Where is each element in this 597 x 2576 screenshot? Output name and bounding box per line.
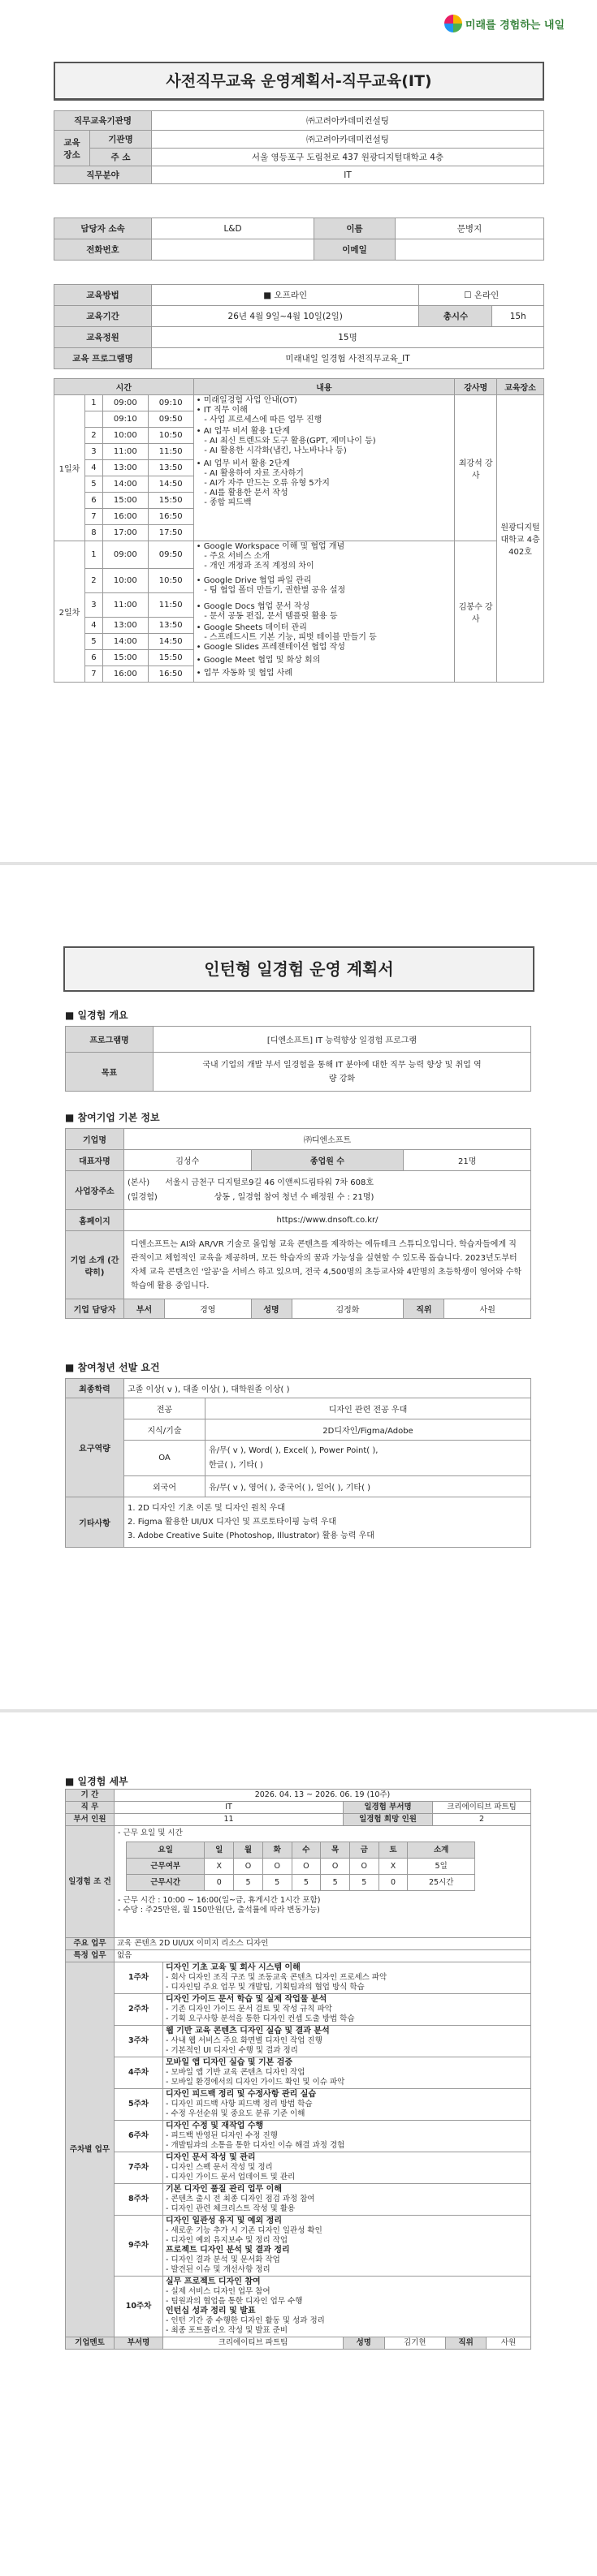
value-dept: 경영 [165,1299,252,1319]
label-pos: 직위 [404,1299,444,1319]
weekday-header: 목 [321,1842,350,1859]
d1-start: 09:00 [102,395,148,411]
week-label: 6주차 [115,2121,163,2152]
weekday-table [126,1842,475,1891]
weekday-cell: 근무시간 [127,1875,205,1891]
label-hope: 일경험 희망 인원 [344,1814,433,1826]
label-cond: 일경험 조 건 [66,1826,115,1938]
value-etc: 1. 2D 디자인 기초 이론 및 디자인 원칙 우대 2. Figma 활용한 UI/UX 디자인 및 프로토타이핑 능력 우대 3. Adobe Creative Suite (Photoshop, Illustrator) 활용 능력 우대 [124,1497,531,1548]
label-name: 이름 [314,218,396,239]
week-detail: 디자인 가이드 문서 학습 및 실제 작업물 분석 - 기존 디자인 가이드 문서 검토 및 작성 규칙 파악 - 기획 요구사항 분석을 통한 디자인 컨셉 도출 방법 학습 [163,1994,531,2026]
value-company: ㈜디엔소프트 [124,1129,531,1150]
label-mgr: 기업 담당자 [66,1299,124,1319]
requirements-table [65,1378,531,1548]
logo [444,15,565,32]
label-total: 총시수 [419,306,492,327]
edu-table [54,284,544,369]
weekday-cell: 5 [292,1875,321,1891]
weekday-cell: 5일 [408,1859,475,1875]
value-pos: 사원 [444,1299,531,1319]
value-period: 26년 4월 9일~4월 10일(2일) [152,306,419,327]
weekday-header: 월 [234,1842,263,1859]
week-label: 1주차 [115,1962,163,1994]
week-detail: 웹 기반 교육 콘텐츠 디자인 실습 및 결과 분석 - 사내 웹 서비스 주요 화면별 디자인 작업 진행 - 기본적인 UI 디자인 수행 및 결과 정리 [163,2026,531,2057]
label-mdept: 부서명 [115,2337,163,2350]
label-inst: 직무교육기관명 [54,111,152,131]
week-label: 9주차 [115,2216,163,2277]
value-field: IT [152,166,544,184]
week-label: 4주차 [115,2057,163,2089]
page-1 [0,0,597,862]
header-lecturer: 강사명 [455,379,497,395]
weekday-header: 금 [349,1842,379,1859]
label-spec: 특정 업무 [66,1950,115,1962]
day1-content: • 미래일경험 사업 안내(OT) • IT 직무 이해 - 사업 프로세스에 따른 업무 진행 • AI 업무 비서 활용 1단계 - AI 최신 트렌드와 도구 활용(GPT, 제미나이 등) - AI 활용한 시각화(냅킨, 나노바나나 등) • AI 업무 비서 활용 2단계 - AI 활용하여 자료 조사하기 - AI가 자주 만드는 오류 유형 5가지 - AI를 활용한 문서 작성 - 종합 피드백 [193,395,455,541]
label-edu: 최종학력 [66,1379,124,1398]
weekday-cell: X [379,1859,408,1875]
weekday-cell: 근무여부 [127,1859,205,1875]
week-label: 8주차 [115,2184,163,2216]
label-major: 전공 [124,1398,205,1419]
label-field: 직무분야 [54,166,152,184]
day2-label: 2일차 [54,541,85,683]
label-period: 기 간 [66,1790,115,1802]
label-mname: 성명 [344,2337,384,2349]
value-addr: (본사) 서울시 금천구 디지털로9길 46 이앤씨드림타워 7차 608호 (일경험) 상동 , 일경험 참여 청년 수 배정원 수 : 21명) [124,1171,531,1210]
label-prog: 교육 프로그램명 [54,348,152,369]
day1-label: 1일차 [54,395,85,541]
contact-table [54,218,544,261]
label-count: 교육정원 [54,327,152,348]
value-lang: 유/무( v ), 영어( ), 중국어( ), 일어( ), 기타( ) [205,1476,531,1497]
label-addr: 사업장주소 [66,1171,124,1210]
label-mpos: 직위 [446,2337,487,2349]
label-dept: 담당자 소속 [54,218,152,239]
label-email: 이메일 [314,239,396,261]
label-req: 요구역량 [66,1398,124,1497]
value-period: 2026. 04. 13 ~ 2026. 06. 19 (10주) [115,1790,531,1802]
label-intro: 기업 소개 (간략히) [66,1231,124,1299]
week-detail: 디자인 문서 작성 및 관리 - 디자인 스펙 문서 작성 및 정리 - 디자인 가이드 문서 업데이트 및 관리 [163,2152,531,2184]
weekday-cell: 5 [349,1875,379,1891]
weekday-cell: X [205,1859,234,1875]
value-hope: 2 [433,1814,531,1826]
week-detail: 디자인 피드백 정리 및 수정사항 관리 실습 - 디자인 피드백 사항 피드백 정리 방법 학습 - 수정 우선순위 및 중요도 분류 기준 이해 [163,2089,531,2121]
week-label: 2주차 [115,1994,163,2026]
page-2 [0,865,597,1709]
value-total: 15h [492,306,544,327]
schedule-table: 시간 내용 강사명 교육장소 1일차 1 09:00 09:10 • 미래일경험 사업 안내(OT) • IT 직무 이해 - 사업 프로세스에 따른 업무 진행 • AI 업무 비서 활용 1단계 - AI 최신 트렌드와 도구 활용(GPT, 제미나이 등) - AI 활용한 시각화(냅킨, 나노바나나 등) • AI 업무 비서 활용 2단계 - AI 활용하여 자료 조사하기 - AI가 자주 만드는 오류 유형 5가지 - AI를 활용한 문서 작성 - 종합 피드백 최강석 강사 원광디지털대학교 4층 402호 09:10 09:50 2 10:00 10:50 3 11:00 11:50 4 13:00 13:50 5 14:00 14:50 6 15:00 15:50 7 16:00 16:50 8 17:00 17:50 2일차 1 09:00 09:50 • Google Workspace 이해 및 협업 개념 - 주요 서비스 소개 - 개인 개정과 조직 계정의 차이 • Google Drive 협업 파일 관리 - 팀 협업 폴더 만들기, 권한별 공유 설정 • Google Docs 협업 문서 작성 - 문서 공동 편집, 문서 템플릿 활용 등 • Google Sheets 데이터 관리 - 스프레드시트 기본 기능, 피벗 테이블 만들기 등 • Google Slides 프레젠테이션 협업 작성 • Google Meet 협업 및 화상 회의 • 업무 자동화 및 협업 사례 김봉수 강사 2 10:00 10:50 3 11:00 11:50 4 13:00 13:50 5 14:00 14:50 6 15:00 15:50 7 16:00 16:50 [54,378,544,683]
label-dept: 부서 [124,1299,165,1319]
value-name: 김정화 [292,1299,404,1319]
value-mdept: 크리에이티브 파트팀 [163,2337,344,2350]
week-label: 10주차 [115,2277,163,2337]
overview-table [65,1026,531,1092]
value-web[interactable]: https://www.dnsoft.co.kr/ [124,1210,531,1231]
page2-title: 인턴형 일경험 운영 계획서 [63,946,534,992]
week-detail: 디자인 수정 및 재작업 수행 - 피드백 반영된 디자인 수정 진행 - 개발팀과의 소통을 통한 디자인 이슈 해결 과정 경험 [163,2121,531,2152]
section-detail: ■ 일경험 세부 [65,1776,128,1787]
label-addr: 주 소 [90,149,152,166]
label-name: 성명 [251,1299,292,1319]
week-detail: 실무 프로젝트 디자인 참여 - 실제 서비스 디자인 업무 참여 - 팀원과의 협업을 통한 디자인 업무 수행 인턴십 성과 정리 및 발표 - 인턴 기간 중 수행한 디자인 활동 및 성과 정리 - 최종 포트폴리오 작성 및 발표 준비 [163,2277,531,2337]
value-edu: 고졸 이상( v ), 대졸 이상( ), 대학원졸 이상( ) [124,1379,531,1398]
day2-content: • Google Workspace 이해 및 협업 개념 - 주요 서비스 소개 - 개인 개정과 조직 계정의 차이 • Google Drive 협업 파일 관리 - 팀 협업 폴더 만들기, 권한별 공유 설정 • Google Docs 협업 문서 작성 - 문서 공동 편집, 문서 템플릿 활용 등 • Google Sheets 데이터 관리 - 스프레드시트 기본 기능, 피벗 테이블 만들기 등 • Google Slides 프레젠테이션 협업 작성 • Google Meet 협업 및 화상 회의 • 업무 자동화 및 협업 사례 [193,541,455,683]
label-skill: 지식/기술 [124,1419,205,1441]
value-skill: 2D디자인/Figma/Adobe [205,1419,531,1441]
weekday-cell: 0 [379,1875,408,1891]
weekday-header: 화 [262,1842,292,1859]
d1-num: 1 [84,395,102,411]
section-requirements: ■ 참여청년 선발 요건 [65,1362,160,1373]
value-addr: 서울 영등포구 도림천로 437 원광디지털대학교 4층 [152,149,544,166]
value-agency: ㈜고려아카데미컨설팅 [152,131,544,149]
label-period: 교육기간 [54,306,152,327]
page-title: 사전직무교육 운영계획서-직무교육(IT) [54,62,544,101]
label-agency: 기관명 [90,131,152,149]
label-ceo: 대표자명 [66,1150,124,1171]
value-inst: ㈜고려아카데미컨설팅 [152,111,544,131]
weekday-header: 소계 [408,1842,475,1859]
weekday-cell: 5 [262,1875,292,1891]
weekday-cell: 5 [234,1875,263,1891]
week-label: 7주차 [115,2152,163,2184]
header-time: 시간 [54,379,194,395]
value-intro: 디엔소프트는 AI와 AR/VR 기술로 몰입형 교육 콘텐츠를 제작하는 에듀테크 스튜디오입니다. 학습자들에게 직관적이고 체험적인 교육을 제공하며, 모든 학습자의 꿈과 가능성을 실현할 수 있도록 돕습니다. 2023년도부터 자체 교육 콘텐츠인 '알공'을 서비스 하고 있으며, 전국 4,500명의 초등교사와 4만명의 초등학생이 영어와 수학 학습에 활용 중입니다. [124,1231,531,1299]
value-prog: 미래내일 일경험 사전직무교육_IT [152,348,544,369]
value-name: 문병지 [396,218,544,239]
label-place: 교육 장소 [54,131,90,166]
section-company: ■ 참여기업 기본 정보 [65,1112,160,1123]
weekday-header: 일 [205,1842,234,1859]
label-oa: OA [124,1441,205,1476]
lecturer-2: 김봉수 강사 [455,541,497,683]
weekday-cell: 0 [205,1875,234,1891]
edu-place: 원광디지털대학교 4층 402호 [497,395,544,683]
header-content: 내용 [193,379,455,395]
value-ceo: 김성수 [124,1150,252,1171]
company-table [65,1128,531,1319]
logo-text: 미래를 경험하는 내일 [465,19,565,32]
weekday-cell: 5 [321,1875,350,1891]
week-label: 5주차 [115,2089,163,2121]
label-phone: 전화번호 [54,239,152,261]
weekday-cell: O [349,1859,379,1875]
weekday-header: 토 [379,1842,408,1859]
page-3 [0,1712,597,2576]
value-job: IT [115,1802,344,1814]
weekday-cell: O [262,1859,292,1875]
logo-mark-icon [444,15,462,32]
value-cond: - 근무 요일 및 시간 요일 일 월 화 수 목 금 토 소계 근무여부 X O O O O O X 5일 근무시간 0 5 5 5 5 5 0 25시간 - 근무 시간 : 10:00 ~ 16:00(일~금, 휴게시간 1시간 포함) - 수당 : 주25만원, 월 150만원(단, 출석률에 따라 변동가능) [115,1826,531,1938]
label-company: 기업명 [66,1129,124,1150]
value-prog: [디엔소프트] IT 능력향상 일경험 프로그램 [154,1027,531,1053]
label-goal: 목표 [66,1053,154,1092]
value-oa: 유/무( v ), Word( ), Excel( ), Power Point( ), 한글( ), 기타( ) [205,1441,531,1476]
label-lang: 외국어 [124,1476,205,1497]
d1-end: 09:10 [148,395,193,411]
label-method: 교육방법 [54,285,152,306]
value-phone [152,239,314,261]
weekday-header: 요일 [127,1842,205,1859]
value-offline: ■ 오프라인 [152,285,419,306]
org-table [54,110,544,184]
value-email [396,239,544,261]
value-main: 교육 콘텐츠 2D UI/UX 이미지 리소스 디자인 [115,1938,531,1950]
value-dept: L&D [152,218,314,239]
week-detail: 모바일 앱 디자인 실습 및 기본 검증 - 모바일 앱 기반 교육 콘텐츠 디자인 작업 - 모바일 환경에서의 디자인 가이드 확인 및 이슈 파악 [163,2057,531,2089]
label-staff: 부서 인원 [66,1814,115,1826]
value-spec: 없음 [115,1950,531,1962]
week-detail: 기본 디자인 품질 관리 업무 이해 - 콘텐츠 출시 전 최종 디자인 점검 과정 참여 - 디자인 관련 체크리스트 작성 및 활용 [163,2184,531,2216]
value-goal: 국내 기업의 개발 부서 일경험을 통해 IT 분야에 대한 직무 능력 향상 및 취업 역량 강화 [154,1053,531,1092]
value-online: ☐ 온라인 [419,285,544,306]
detail-table [65,1789,531,2350]
weekday-cell: O [321,1859,350,1875]
value-major: 디자인 관련 전공 우대 [205,1398,531,1419]
label-mentor: 기업멘토 [66,2337,115,2350]
value-emp: 21명 [404,1150,531,1171]
value-dept: 크리에이티브 파트팀 [433,1802,531,1814]
lecturer-1: 최강석 강사 [455,395,497,541]
week-detail: 디자인 일관성 유지 및 예외 정리 - 새로운 기능 추가 시 기존 디자인 일관성 확인 - 디자인 예외 유지보수 및 정리 작업 프로젝트 디자인 분석 및 결과 정리 - 디자인 결과 분석 및 문서화 작업 - 발견된 이슈 및 개선사항 정리 [163,2216,531,2277]
week-label: 3주차 [115,2026,163,2057]
label-main: 주요 업무 [66,1938,115,1950]
value-mpos: 사원 [500,2338,517,2347]
label-job: 직 무 [66,1802,115,1814]
value-count: 15명 [152,327,544,348]
weekday-header: 수 [292,1842,321,1859]
label-etc: 기타사항 [66,1497,124,1548]
weekday-cell: 25시간 [408,1875,475,1891]
label-web: 홈페이지 [66,1210,124,1231]
value-mname: 김기현 [384,2337,446,2349]
week-detail: 디자인 기초 교육 및 회사 시스템 이해 - 회사 디자인 조직 구조 및 조동교육 콘텐츠 디자인 프로세스 파악 - 디자인팀 주요 업무 및 개발팀, 기획팀과의 협업 방식 학습 [163,1962,531,1994]
section-overview: ■ 일경험 개요 [65,1010,128,1021]
weekday-cell: O [292,1859,321,1875]
label-emp: 종업원 수 [251,1150,404,1171]
weekday-cell: O [234,1859,263,1875]
label-dept: 일경험 부서명 [344,1802,433,1814]
header-place: 교육장소 [497,379,544,395]
label-weekly: 주차별 업무 [66,1962,115,2337]
label-prog: 프로그램명 [66,1027,154,1053]
value-staff: 11 [115,1814,344,1826]
